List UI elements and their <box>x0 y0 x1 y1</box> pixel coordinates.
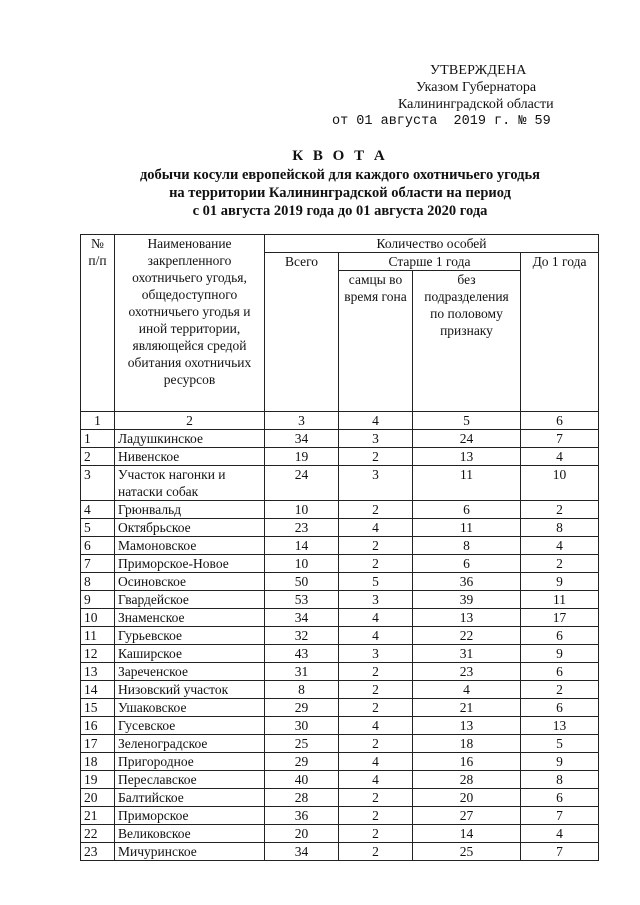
under-count: 8 <box>521 519 599 537</box>
under-count: 11 <box>521 591 599 609</box>
table-row <box>81 681 599 699</box>
nosex-count: 13 <box>413 717 521 735</box>
under-count: 2 <box>521 681 599 699</box>
total-count: 30 <box>265 717 339 735</box>
area-name: Нивенское <box>115 448 265 466</box>
row-number: 10 <box>81 609 115 627</box>
row-number: 4 <box>81 501 115 519</box>
nosex-count: 14 <box>413 825 521 843</box>
area-name: Переславское <box>115 771 265 789</box>
table-row <box>81 466 599 501</box>
table-row <box>81 573 599 591</box>
area-name: Гурьевское <box>115 627 265 645</box>
row-number: 7 <box>81 555 115 573</box>
males-count: 2 <box>339 663 413 681</box>
males-count: 2 <box>339 843 413 861</box>
area-name: Зареченское <box>115 663 265 681</box>
nosex-count: 20 <box>413 789 521 807</box>
area-name: Мамоновское <box>115 537 265 555</box>
males-count: 4 <box>339 753 413 771</box>
nosex-count: 11 <box>413 466 521 501</box>
approval-status: УТВЕРЖДЕНА <box>430 63 527 78</box>
quota-table <box>80 234 599 861</box>
header-total: Всего <box>265 253 339 412</box>
area-name: Приморское-Новое <box>115 555 265 573</box>
males-count: 2 <box>339 448 413 466</box>
area-name: Гусевское <box>115 717 265 735</box>
title-heading: К В О Т А <box>292 148 388 164</box>
males-count: 4 <box>339 717 413 735</box>
table-row <box>81 699 599 717</box>
under-count: 4 <box>521 825 599 843</box>
males-count: 4 <box>339 771 413 789</box>
nosex-count: 27 <box>413 807 521 825</box>
under-count: 8 <box>521 771 599 789</box>
nosex-count: 28 <box>413 771 521 789</box>
header-males-rut: самцы во время гона <box>339 271 413 412</box>
table-row <box>81 663 599 681</box>
total-count: 34 <box>265 430 339 448</box>
under-count: 6 <box>521 699 599 717</box>
row-number: 19 <box>81 771 115 789</box>
row-number: 9 <box>81 591 115 609</box>
nosex-count: 23 <box>413 663 521 681</box>
males-count: 3 <box>339 466 413 501</box>
males-count: 3 <box>339 430 413 448</box>
table-row <box>81 555 599 573</box>
row-number: 15 <box>81 699 115 717</box>
row-number: 14 <box>81 681 115 699</box>
area-name: Зеленоградское <box>115 735 265 753</box>
header-quantity: Количество особей <box>265 235 599 253</box>
males-count: 2 <box>339 825 413 843</box>
document-title <box>80 147 600 220</box>
title-line-3: с 01 августа 2019 года до 01 августа 2020 года <box>192 203 488 219</box>
under-count: 4 <box>521 537 599 555</box>
total-count: 29 <box>265 699 339 717</box>
total-count: 29 <box>265 753 339 771</box>
header-older-1-year: Старше 1 года <box>339 253 521 271</box>
area-name: Знаменское <box>115 609 265 627</box>
under-count: 13 <box>521 717 599 735</box>
nosex-count: 6 <box>413 501 521 519</box>
under-count: 7 <box>521 807 599 825</box>
under-count: 2 <box>521 501 599 519</box>
total-count: 10 <box>265 555 339 573</box>
nosex-count: 31 <box>413 645 521 663</box>
total-count: 43 <box>265 645 339 663</box>
row-number: 18 <box>81 753 115 771</box>
col-number: 5 <box>413 412 521 430</box>
col-number: 4 <box>339 412 413 430</box>
nosex-count: 13 <box>413 448 521 466</box>
total-count: 40 <box>265 771 339 789</box>
table-row <box>81 771 599 789</box>
col-number: 1 <box>81 412 115 430</box>
table-row <box>81 448 599 466</box>
under-count: 10 <box>521 466 599 501</box>
table-row <box>81 501 599 519</box>
row-number: 22 <box>81 825 115 843</box>
under-count: 6 <box>521 627 599 645</box>
under-count: 7 <box>521 843 599 861</box>
total-count: 36 <box>265 807 339 825</box>
total-count: 19 <box>265 448 339 466</box>
area-name: Приморское <box>115 807 265 825</box>
table-row <box>81 609 599 627</box>
under-count: 6 <box>521 789 599 807</box>
col-number: 6 <box>521 412 599 430</box>
row-number: 1 <box>81 430 115 448</box>
total-count: 8 <box>265 681 339 699</box>
total-count: 23 <box>265 519 339 537</box>
total-count: 14 <box>265 537 339 555</box>
nosex-count: 8 <box>413 537 521 555</box>
row-number: 17 <box>81 735 115 753</box>
area-name: Осиновское <box>115 573 265 591</box>
total-count: 32 <box>265 627 339 645</box>
row-number: 23 <box>81 843 115 861</box>
approval-date-number: от 01 августа 2019 г. № 59 <box>332 114 551 129</box>
table-row <box>81 717 599 735</box>
table-row <box>81 789 599 807</box>
nosex-count: 39 <box>413 591 521 609</box>
nosex-count: 25 <box>413 843 521 861</box>
approval-region: Калининградской области <box>398 97 554 112</box>
area-name: Ушаковское <box>115 699 265 717</box>
row-number: 6 <box>81 537 115 555</box>
area-name: Каширское <box>115 645 265 663</box>
males-count: 4 <box>339 627 413 645</box>
col-number: 2 <box>115 412 265 430</box>
table-row <box>81 591 599 609</box>
area-name: Мичуринское <box>115 843 265 861</box>
header-no-sex-division: без подразделения по половому признаку <box>413 271 521 412</box>
under-count: 17 <box>521 609 599 627</box>
males-count: 5 <box>339 573 413 591</box>
males-count: 3 <box>339 645 413 663</box>
males-count: 2 <box>339 699 413 717</box>
area-name: Ладушкинское <box>115 430 265 448</box>
row-number: 3 <box>81 466 115 501</box>
males-count: 2 <box>339 537 413 555</box>
nosex-count: 24 <box>413 430 521 448</box>
total-count: 20 <box>265 825 339 843</box>
area-name: Балтийское <box>115 789 265 807</box>
area-name: Октябрьское <box>115 519 265 537</box>
under-count: 9 <box>521 753 599 771</box>
table-row <box>81 627 599 645</box>
row-number: 8 <box>81 573 115 591</box>
nosex-count: 21 <box>413 699 521 717</box>
header-name: Наименование закрепленного охотничьего угодья, общедоступного охотничьего угодья и иной территории, являющейся средой обитания охотничьих ресурсов <box>115 235 265 412</box>
approval-authority: Указом Губернатора <box>416 80 537 95</box>
title-line-1: добычи косули европейской для каждого охотничьего угодья <box>139 167 541 183</box>
table-row <box>81 753 599 771</box>
column-number-row <box>81 412 599 430</box>
row-number: 21 <box>81 807 115 825</box>
under-count: 5 <box>521 735 599 753</box>
males-count: 2 <box>339 735 413 753</box>
table-row <box>81 537 599 555</box>
males-count: 2 <box>339 555 413 573</box>
total-count: 28 <box>265 789 339 807</box>
quota-table-body <box>81 430 599 861</box>
total-count: 24 <box>265 466 339 501</box>
title-line-2: на территории Калининградской области на период <box>169 185 511 201</box>
total-count: 25 <box>265 735 339 753</box>
area-name: Участок нагонки и натаски собак <box>115 466 265 501</box>
row-number: 5 <box>81 519 115 537</box>
total-count: 10 <box>265 501 339 519</box>
row-number: 11 <box>81 627 115 645</box>
total-count: 34 <box>265 609 339 627</box>
table-row <box>81 807 599 825</box>
nosex-count: 16 <box>413 753 521 771</box>
nosex-count: 11 <box>413 519 521 537</box>
under-count: 9 <box>521 573 599 591</box>
under-count: 7 <box>521 430 599 448</box>
total-count: 34 <box>265 843 339 861</box>
nosex-count: 18 <box>413 735 521 753</box>
area-name: Пригородное <box>115 753 265 771</box>
males-count: 2 <box>339 501 413 519</box>
total-count: 31 <box>265 663 339 681</box>
area-name: Великовское <box>115 825 265 843</box>
total-count: 50 <box>265 573 339 591</box>
row-number: 2 <box>81 448 115 466</box>
table-row <box>81 519 599 537</box>
under-count: 9 <box>521 645 599 663</box>
males-count: 4 <box>339 519 413 537</box>
table-row <box>81 825 599 843</box>
males-count: 2 <box>339 681 413 699</box>
nosex-count: 6 <box>413 555 521 573</box>
under-count: 4 <box>521 448 599 466</box>
area-name: Низовский участок <box>115 681 265 699</box>
under-count: 6 <box>521 663 599 681</box>
header-under-1-year: До 1 года <box>521 253 599 412</box>
table-row <box>81 843 599 861</box>
nosex-count: 36 <box>413 573 521 591</box>
males-count: 4 <box>339 609 413 627</box>
area-name: Грюнвальд <box>115 501 265 519</box>
row-number: 12 <box>81 645 115 663</box>
area-name: Гвардейское <box>115 591 265 609</box>
row-number: 13 <box>81 663 115 681</box>
nosex-count: 4 <box>413 681 521 699</box>
males-count: 2 <box>339 789 413 807</box>
col-number: 3 <box>265 412 339 430</box>
row-number: 20 <box>81 789 115 807</box>
males-count: 2 <box>339 807 413 825</box>
table-row <box>81 645 599 663</box>
header-number: № п/п <box>81 235 115 412</box>
under-count: 2 <box>521 555 599 573</box>
nosex-count: 22 <box>413 627 521 645</box>
table-row <box>81 430 599 448</box>
row-number: 16 <box>81 717 115 735</box>
males-count: 3 <box>339 591 413 609</box>
nosex-count: 13 <box>413 609 521 627</box>
total-count: 53 <box>265 591 339 609</box>
table-row <box>81 735 599 753</box>
